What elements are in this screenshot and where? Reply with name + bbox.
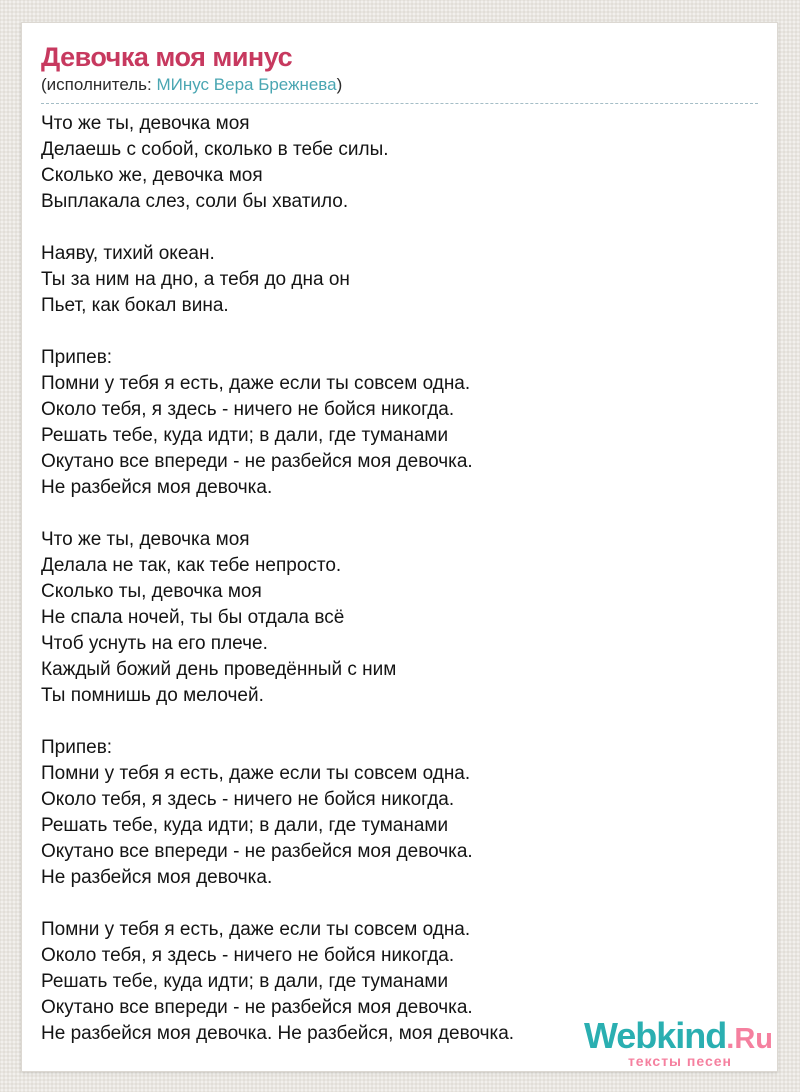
lyrics-line: Выплакала слез, соли бы хватило. [41, 191, 349, 212]
lyrics-line: Что же ты, девочка моя [41, 529, 250, 550]
lyrics-line: Не разбейся моя девочка. [41, 477, 273, 498]
lyrics-line: Окутано все впереди - не разбейся моя девочка. [41, 841, 473, 862]
lyrics-stanza [41, 527, 758, 709]
artist-link[interactable]: МИнус Вера Брежнева [156, 75, 337, 94]
webkind-logo-tagline: тексты песен [627, 1053, 732, 1069]
lyrics-line: Около тебя, я здесь - ничего не бойся никогда. [41, 945, 455, 966]
lyrics-line: Помни у тебя я есть, даже если ты совсем одна. [41, 763, 471, 784]
webkind-logo-main: Webkind [583, 1015, 727, 1056]
lyrics-line: Сколько же, девочка моя [41, 165, 263, 186]
lyrics-line: Чтоб уснуть на его плече. [41, 633, 268, 654]
artist-label: (исполнитель: [41, 75, 157, 94]
lyrics-line: Ты за ним на дно, а тебя до дна он [41, 269, 350, 290]
lyrics-line: Около тебя, я здесь - ничего не бойся никогда. [41, 399, 455, 420]
lyrics-line: Не разбейся моя девочка. Не разбейся, моя девочка. [41, 1023, 515, 1044]
lyrics-line: Решать тебе, куда идти; в дали, где туманами [41, 425, 449, 446]
page-title: Девочка моя минус [41, 42, 293, 72]
lyrics-line: Припев: [41, 347, 113, 368]
lyrics-line: Помни у тебя я есть, даже если ты совсем одна. [41, 373, 471, 394]
lyrics-stanza [41, 241, 758, 319]
webkind-logo-suffix: .Ru [726, 1023, 773, 1055]
lyrics-line: Сколько ты, девочка моя [41, 581, 262, 602]
lyrics-line: Наяву, тихий океан. [41, 243, 215, 264]
lyrics-line: Не разбейся моя девочка. [41, 867, 273, 888]
lyrics-line: Каждый божий день проведённый с ним [41, 659, 397, 680]
lyrics-stanza [41, 345, 758, 501]
lyrics-line: Окутано все впереди - не разбейся моя девочка. [41, 451, 473, 472]
lyrics-line: Припев: [41, 737, 113, 758]
lyrics-line: Ты помнишь до мелочей. [41, 685, 264, 706]
lyrics-stanza [41, 735, 758, 891]
lyrics-card [21, 22, 778, 1072]
artist-line [41, 75, 758, 104]
lyrics-line: Что же ты, девочка моя [41, 113, 250, 134]
lyrics-line: Решать тебе, куда идти; в дали, где туманами [41, 971, 449, 992]
lyrics-line: Делала не так, как тебе непросто. [41, 555, 342, 576]
lyrics-line: Помни у тебя я есть, даже если ты совсем одна. [41, 919, 471, 940]
lyrics-stanza [41, 111, 758, 215]
lyrics-line: Решать тебе, куда идти; в дали, где туманами [41, 815, 449, 836]
lyrics-line: Делаешь с собой, сколько в тебе силы. [41, 139, 389, 160]
artist-label-close: ) [336, 75, 343, 94]
webkind-logo[interactable] [574, 1015, 774, 1071]
lyrics-line: Окутано все впереди - не разбейся моя девочка. [41, 997, 473, 1018]
lyrics-line: Не спала ночей, ты бы отдала всё [41, 607, 345, 628]
lyrics-text [41, 104, 758, 1047]
lyrics-line: Около тебя, я здесь - ничего не бойся никогда. [41, 789, 455, 810]
lyrics-line: Пьет, как бокал вина. [41, 295, 229, 316]
